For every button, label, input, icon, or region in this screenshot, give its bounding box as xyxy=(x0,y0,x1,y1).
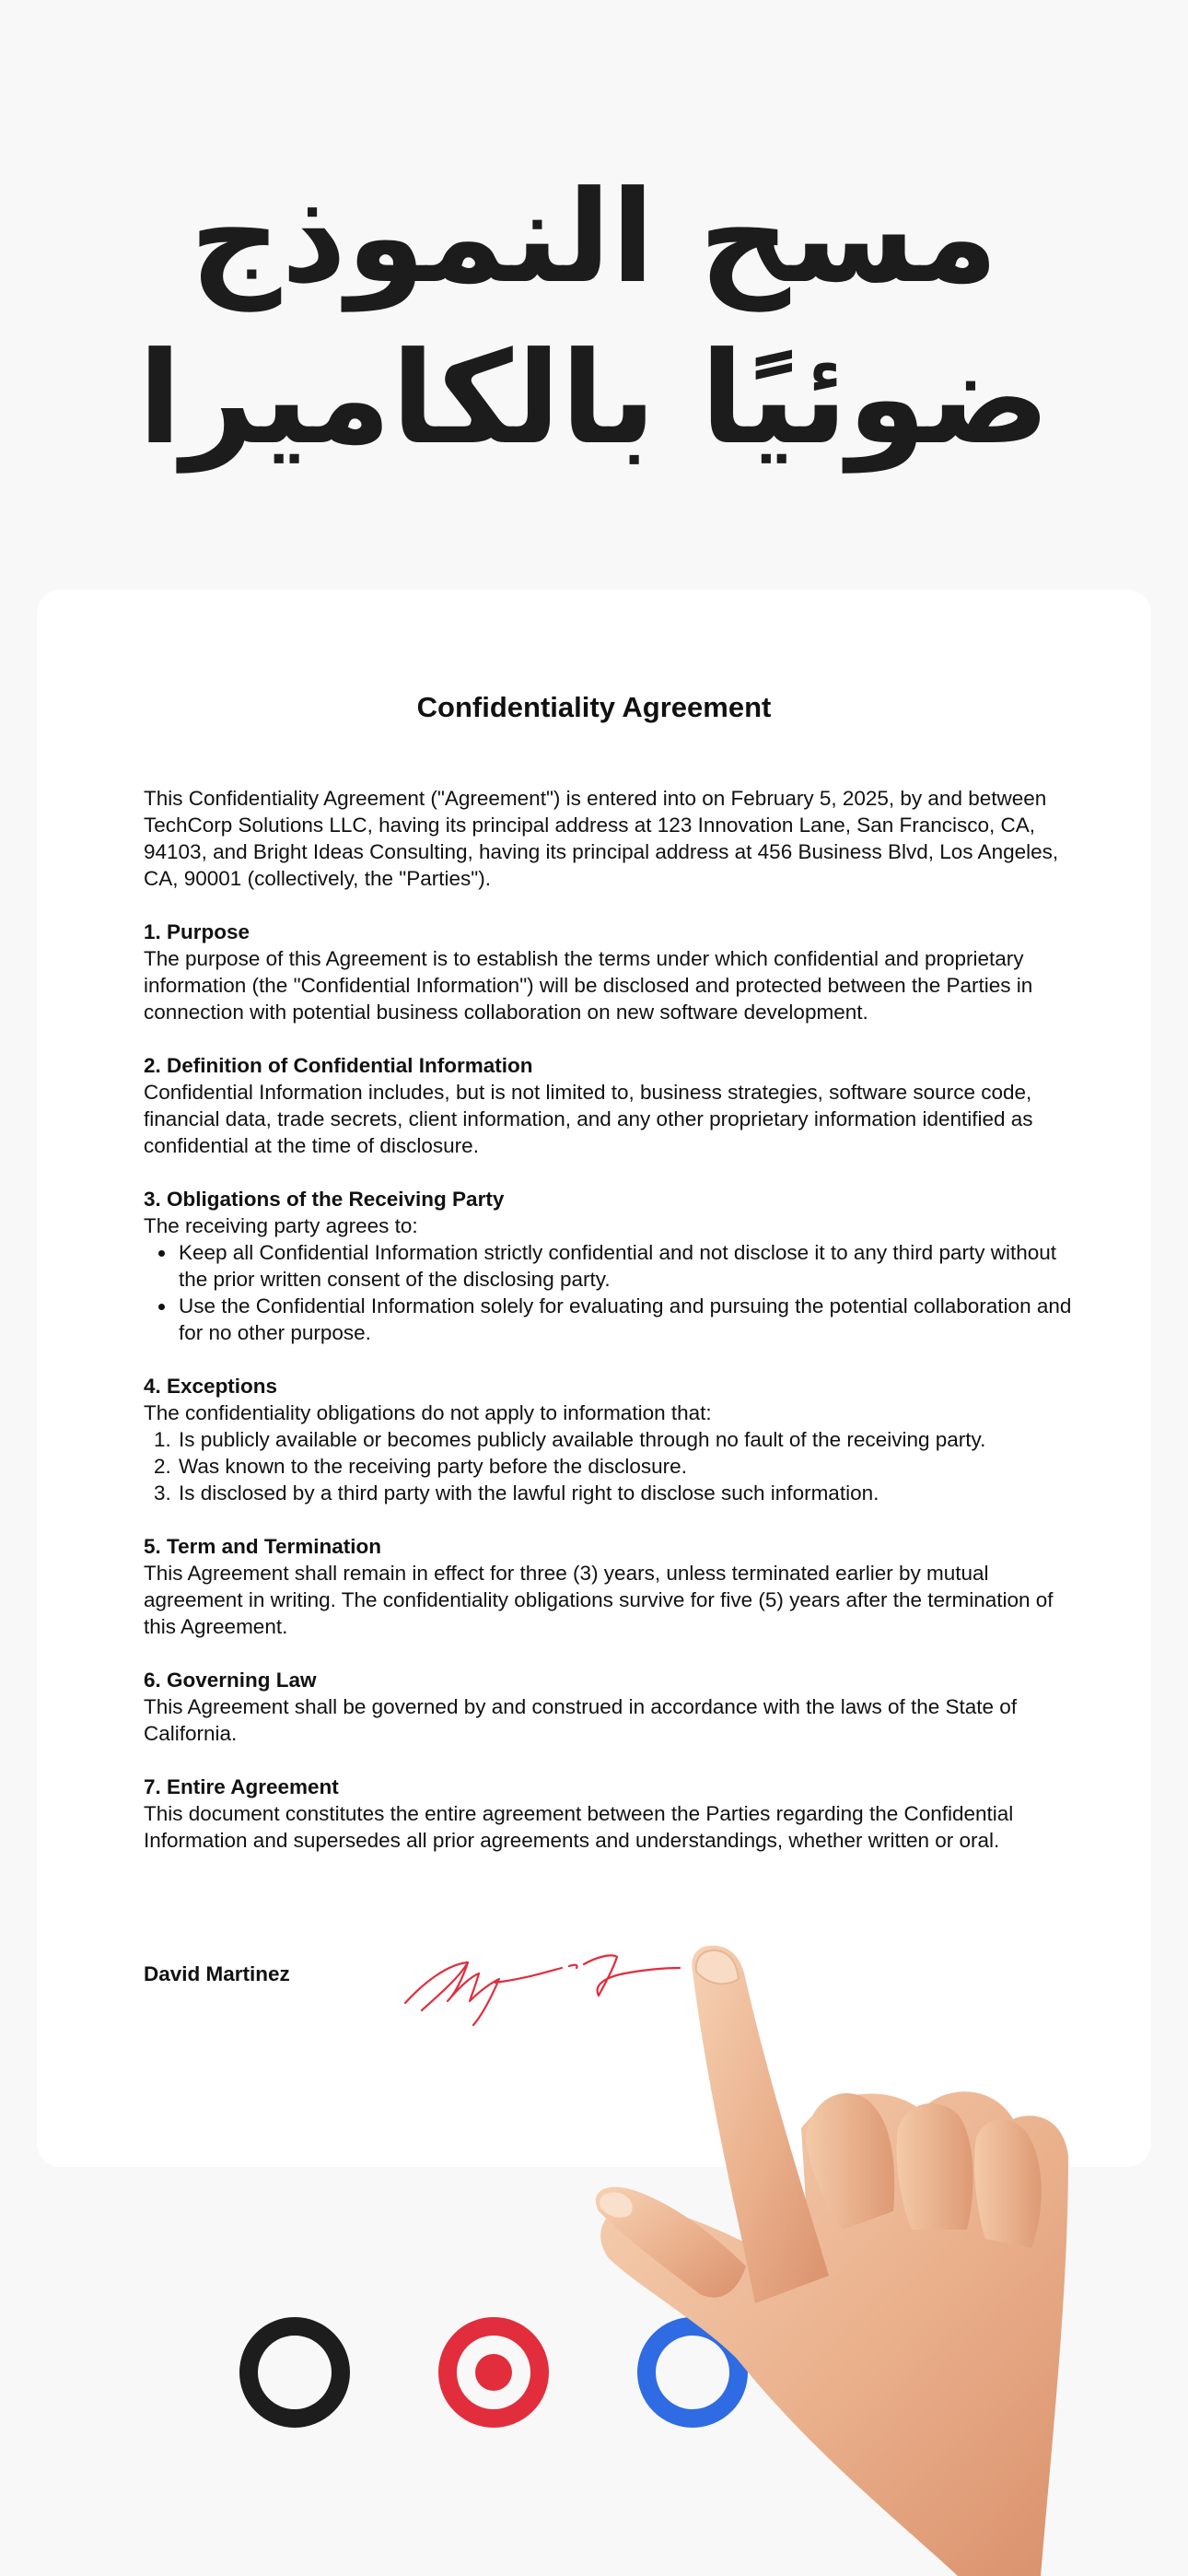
section-body: Confidential Information includes, but is not limited to, business strategies, software source code, financial data, trade secrets, client information, and any other proprietary information identified as confidential at the time of disclosure. xyxy=(144,1081,1033,1157)
intro-paragraph: This Confidentiality Agreement ("Agreement") is entered into on February 5, 2025, by and between TechCorp Solutions LLC, having its principal address at 123 Innovation Lane, San Francisco, CA, 94103, and Bright Ideas Consulting, having its principal address at 456 Business Blvd, Los Angeles, CA, 90001 (collectively, the "Parties"). xyxy=(144,787,1059,890)
list-item: • Use the Confidential Information solely for evaluating and pursuing the potential collaboration and for no other purpose. xyxy=(177,1293,1074,1346)
list-item: • Keep all Confidential Information strictly confidential and not disclose it to any third party without the prior written consent of the disclosing party. xyxy=(177,1239,1074,1293)
section-title: 2. Definition of Confidential Information xyxy=(144,1054,533,1077)
section-body: This document constitutes the entire agreement between the Parties regarding the Confidential Information and supersedes all prior agreements and understandings, whether written or oral. xyxy=(144,1802,1014,1852)
section-title: 3. Obligations of the Receiving Party xyxy=(144,1188,505,1211)
section-title: 4. Exceptions xyxy=(144,1375,278,1398)
section-body: This Agreement shall be governed by and construed in accordance with the laws of the State of California. xyxy=(144,1695,1018,1745)
section-title: 1. Purpose xyxy=(144,920,250,943)
section-body: The confidentiality obligations do not apply to information that: xyxy=(144,1401,712,1424)
list-item: 1. Is publicly available or becomes publicly available through no fault of the receiving party. xyxy=(177,1426,1074,1453)
section-body: This Agreement shall remain in effect for three (3) years, unless terminated earlier by mutual agreement in writing. The confidentiality obligations survive for five (5) years after the termination of this Agreement. xyxy=(144,1562,1054,1638)
list-item: 3. Is disclosed by a third party with the lawful right to disclose such information. xyxy=(177,1480,1074,1506)
section-title: 5. Term and Termination xyxy=(144,1535,381,1558)
signer-name: David Martinez xyxy=(144,1962,290,1985)
section-body: The purpose of this Agreement is to establish the terms under which confidential and proprietary information (the "Confidential Information") will be disclosed and protected between the Parties in connection with potential business collaboration on new software development. xyxy=(144,947,1033,1024)
headline-line-2: ضوئيًا بالكاميرا xyxy=(137,324,1051,473)
headline-line-1: مسح النموذج xyxy=(189,163,999,311)
section-title: 6. Governing Law xyxy=(144,1669,317,1692)
list-item: 2. Was known to the receiving party before the disclosure. xyxy=(177,1453,1074,1480)
section-body: The receiving party agrees to: xyxy=(144,1214,418,1237)
document-title: Confidentiality Agreement xyxy=(416,691,772,723)
section-title: 7. Entire Agreement xyxy=(144,1775,339,1798)
